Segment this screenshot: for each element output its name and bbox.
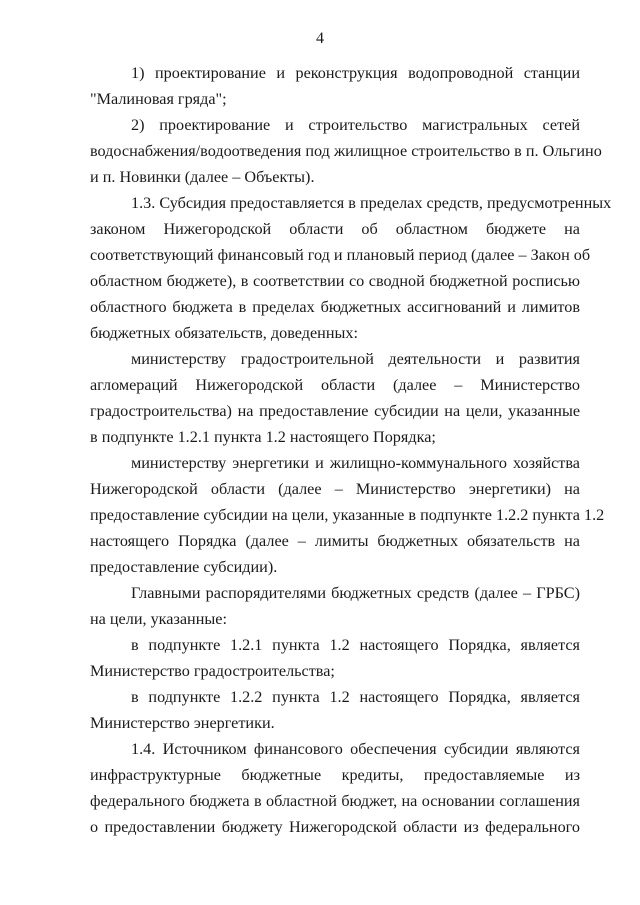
page-number: 4 [316,30,324,47]
text-line: в подпункте 1.2.1 пункта 1.2 настоящего Порядка, является [131,636,580,654]
text-line: федерального бюджета в областной бюджет, на основании соглашения [90,792,580,810]
text-line: агломераций Нижегородской области (далее – Министерство [90,376,580,394]
text-line: министерству градостроительной деятельности и развития [131,350,580,368]
text-line: "Малиновая гряда"; [90,90,227,108]
text-line: законом Нижегородской области об областном бюджете на [90,220,580,238]
text-line: градостроительства) на предоставление субсидии на цели, указанные [90,402,580,420]
text-line: предоставление субсидии). [90,558,278,576]
text-line: 1.4. Источником финансового обеспечения субсидии являются [131,740,580,758]
text-line: и п. Новинки (далее – Объекты). [90,168,315,186]
text-line: о предоставлении бюджету Нижегородской области из федерального [90,818,580,836]
text-line: 1.3. Субсидия предоставляется в пределах средств, предусмотренных [131,194,612,212]
text-line: министерству энергетики и жилищно-коммунального хозяйства [131,454,580,472]
text-line: на цели, указанные: [90,610,227,628]
text-line: Министерство градостроительства; [90,662,335,680]
text-line: предоставление субсидии на цели, указанные в подпункте 1.2.2 пункта 1.2 [90,506,605,524]
text-line: соответствующий финансовый год и плановый период (далее – Закон об [90,246,591,264]
text-line: Нижегородской области (далее – Министерство энергетики) на [90,480,580,498]
text-line: 1) проектирование и реконструкция водопроводной станции [131,64,580,82]
text-line: настоящего Порядка (далее – лимиты бюджетных обязательств на [90,532,580,550]
text-line: Главными распорядителями бюджетных средств (далее – ГРБС) [131,584,580,602]
text-line: в подпункте 1.2.1 пункта 1.2 настоящего Порядка; [90,428,436,446]
text-line: инфраструктурные бюджетные кредиты, предоставляемые из [90,766,580,784]
text-line: в подпункте 1.2.2 пункта 1.2 настоящего Порядка, является [131,688,580,706]
text-line: 2) проектирование и строительство магистральных сетей [131,116,580,134]
text-line: областном бюджете), в соответствии со сводной бюджетной росписью [90,272,580,290]
text-line: бюджетных обязательств, доведенных: [90,324,358,342]
text-line: областного бюджета в пределах бюджетных ассигнований и лимитов [90,298,580,316]
text-line: Министерство энергетики. [90,714,275,732]
text-line: водоснабжения/водоотведения под жилищное строительство в п. Ольгино [90,142,602,160]
